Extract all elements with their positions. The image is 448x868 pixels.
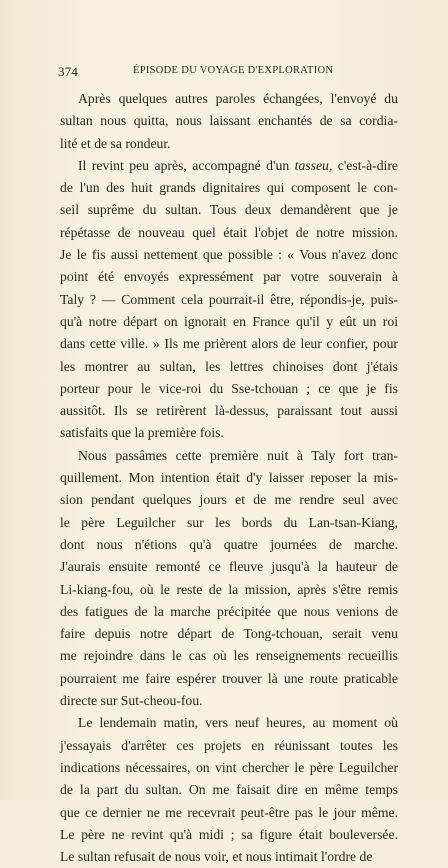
- text-line: Il revint peu après, accompagné d'un tasseu, c'est-à-dire: [78, 157, 398, 173]
- text-line: indications nécessaires, on vint chercher le père Leguilcher: [60, 759, 398, 775]
- text-line: Taly ? — Comment cela pourrait-il être, répondis-je, puis-: [60, 291, 398, 307]
- text-line: porteur pour le vice-roi du Sse-tchouan ; ce que je fis: [60, 380, 398, 396]
- text-line: le père Leguilcher sur les bords du Lan-tsan-Kiang,: [60, 514, 398, 530]
- text-line: les montrer au sultan, les lettres chinoises dont j'étais: [60, 358, 398, 374]
- text-line: J'aurais ensuite remonté ce fleuve jusqu'à la hauteur de: [60, 559, 398, 575]
- text-line: j'essayais d'arrêter ces projets en réunissant toutes les: [60, 737, 398, 753]
- text-line: faire depuis notre départ de Tong-tchouan, serait venu: [60, 626, 398, 642]
- text-line: dans cette ville. » Ils me prièrent alors de leur confier, pour: [60, 336, 398, 352]
- paragraph: [60, 88, 398, 155]
- running-head: [58, 64, 398, 82]
- text-line: satisfaits que la première fois.: [60, 425, 224, 441]
- paragraph: [60, 155, 398, 445]
- text-line: Le sultan refusait de nous voir, et nous intimait l'ordre de: [60, 849, 373, 865]
- text-line: sion pendant quelques jours et de me rendre seul avec: [60, 492, 398, 508]
- text-line: de la part du sultan. On me faisait dire en même temps: [60, 782, 398, 798]
- text-line: Nous passâmes cette première nuit à Taly fort tran-: [78, 447, 398, 463]
- text-line: Je le fis aussi nettement que possible : « Vous n'avez donc: [60, 247, 398, 263]
- text-line: Li-kiang-fou, où le reste de la mission, après s'être remis: [60, 581, 398, 597]
- text-line: de l'un des huit grands dignitaires qui composent le con-: [60, 180, 398, 196]
- text-line: point été envoyés expressément par votre souverain à: [60, 269, 398, 285]
- text-line: qu'à notre départ on ignorait en France qu'il y eût un roi: [60, 313, 398, 329]
- text-line: des fatigues de la marche précipitée que nous venions de: [60, 603, 398, 619]
- text-line: Le père ne revint qu'à midi ; sa figure était bouleversée.: [60, 826, 398, 842]
- text-line: pourraient me faire espérer trouver là une route praticable: [60, 670, 398, 686]
- text-line: dont nous n'étions qu'à quatre journées de marche.: [60, 536, 398, 552]
- text-line: que ce dernier ne me recevrait peut-être pas le jour même.: [60, 804, 398, 820]
- page-number: 374: [58, 64, 79, 79]
- text-line: sultan nous quitta, nous laissant enchantés de sa cordia-: [60, 113, 398, 129]
- body-text: [60, 88, 398, 868]
- text-line: quillement. Mon intention était d'y laisser reposer la mis-: [60, 470, 398, 486]
- text-line: lité et de sa rondeur.: [60, 135, 171, 151]
- paragraph: [60, 445, 398, 713]
- text-line: me rejoindre dans le cas où les renseignements recueillis: [60, 648, 398, 664]
- text-line: Le lendemain matin, vers neuf heures, au moment où: [78, 715, 398, 731]
- text-line: directe sur Sut-cheou-fou.: [60, 693, 203, 709]
- text-line: seil suprême du sultan. Tous deux demandèrent que je: [60, 202, 398, 218]
- text-line: aussitôt. Ils se retirèrent là-dessus, paraissant tout aussi: [60, 403, 398, 419]
- running-title: ÉPISODE DU VOYAGE D'EXPLORATION: [133, 65, 334, 76]
- text-line: répétasse de nouveau quel était l'objet de notre mission.: [60, 224, 398, 240]
- paragraph: [60, 712, 398, 868]
- text-line: Après quelques autres paroles échangées, l'envoyé du: [78, 91, 398, 106]
